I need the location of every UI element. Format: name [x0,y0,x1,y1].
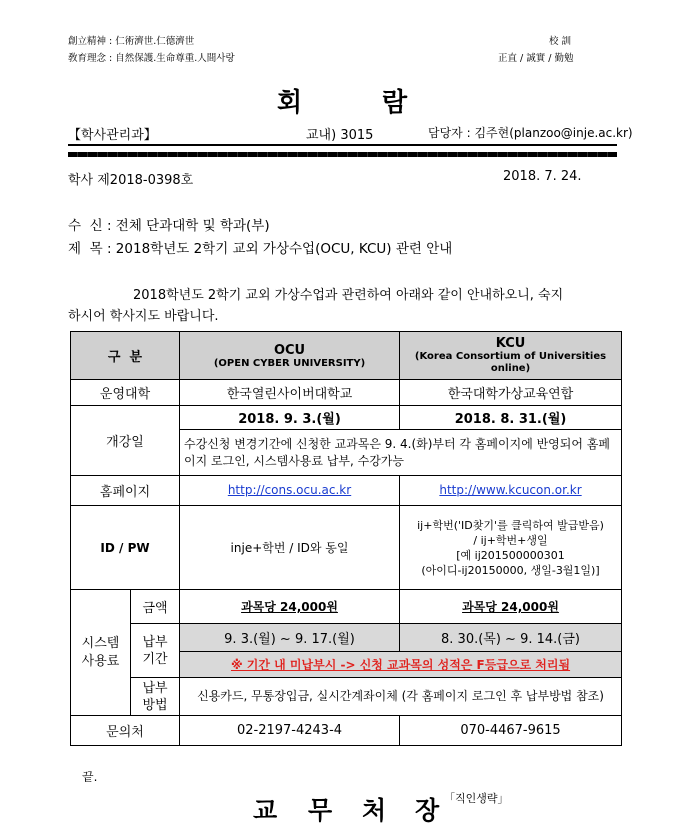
ocu-contact: 02-2197-4243-4 [180,716,400,746]
document-date: 2018. 7. 24. [503,169,582,184]
signer-char-4: 장 [415,796,440,825]
title-char-2: 람 [382,88,408,118]
ocu-name: OCU [273,342,306,358]
kcu-start-date: 2018. 8. 31.(월) [400,406,622,430]
founding-spirit: 創立精神 : 仁術濟世.仁德濟世 [68,36,195,47]
ocu-start-date: 2018. 9. 3.(월) [180,406,400,430]
kcu-name: KCU [495,336,526,351]
motto: 正直 / 誠實 / 勤勉 [498,53,574,64]
payment-method: 신용카드, 무통장입금, 실시간계좌이체 (각 홈페이지 로그인 후 납부방법 참조) [180,678,622,716]
kcu-idpw-line-1: ij+학번('ID찾기'를 클릭하여 발급받음) [417,518,604,532]
kcu-operator: 한국대학가상교육연합 [400,380,622,406]
info-table [70,331,622,746]
ocu-full-name: (OPEN CYBER UNIVERSITY) [213,357,366,369]
header-ocu [180,332,400,380]
education-philosophy: 敎育理念 : 自然保護.生命尊重.人間사랑 [68,53,235,64]
divider-thick [68,152,617,157]
kcu-period: 8. 30.(목) ~ 9. 14.(금) [400,624,622,652]
document-number: 학사 제2018-0398호 [68,173,194,188]
signer-char-3: 처 [362,796,387,825]
recipient: 수 신 : 전체 단과대학 및 학과(부) [68,218,270,234]
table-row-homepage [71,476,622,506]
kcu-full-name: (Korea Consortium of Universities online) [414,351,607,374]
body-line-1: 2018학년도 2학기 교외 가상수업과 관련하여 아래와 같이 안내하오니, 숙지 [133,288,564,303]
label-start: 개강일 [71,406,180,476]
table-row-fee-period [71,624,622,652]
kcu-idpw-line-3: [예 ij201500000301 [456,548,565,562]
ocu-homepage-link[interactable]: http://cons.ocu.ac.kr [227,483,352,497]
ocu-operator: 한국열린사이버대학교 [180,380,400,406]
ocu-amount: 과목당 24,000원 [180,590,400,624]
label-amount: 금액 [131,590,180,624]
signer-char-2: 무 [308,796,333,825]
label-contact: 문의처 [71,716,180,746]
divider-thin [68,144,617,146]
header-kcu [400,332,622,380]
ocu-homepage-cell [180,476,400,506]
contact-person: 담당자 : 김주현(planzoo@inje.ac.kr) [428,126,633,140]
kcu-amount: 과목당 24,000원 [400,590,622,624]
phone: 교내) 3015 [306,128,374,143]
table-row-idpw [71,506,622,590]
label-idpw: ID / PW [71,506,180,590]
motto-label: 校 訓 [549,36,572,47]
table-row-operator [71,380,622,406]
label-method: 납부 방법 [131,678,180,716]
signer-char-1: 교 [253,796,278,825]
ocu-period: 9. 3.(월) ~ 9. 17.(월) [180,624,400,652]
kcu-homepage-link[interactable]: http://www.kcucon.or.kr [439,483,582,497]
table-row-fee-amount [71,590,622,624]
table-header-row [71,332,622,380]
label-period: 납부 기간 [131,624,180,678]
kcu-contact: 070-4467-9615 [400,716,622,746]
kcu-idpw-line-4: (아이디-ij20150000, 생일-3월1일)] [421,563,600,577]
label-operator: 운영대학 [71,380,180,406]
label-system-fee: 시스템 사용료 [71,590,131,716]
table-row-start [71,406,622,430]
table-row-contact [71,716,622,746]
kcu-idpw [400,506,622,590]
department: 【학사관리과】 [68,128,157,143]
start-note: 수강신청 변경기간에 신청한 교과목은 9. 4.(화)부터 각 홈페이지에 반영되어 홈페이지 로그인, 시스템사용료 납부, 수강가능 [180,430,622,476]
label-homepage: 홈페이지 [71,476,180,506]
kcu-homepage-cell [400,476,622,506]
title-char-1: 회 [277,88,303,118]
table-row-method [71,678,622,716]
header-category: 구 분 [71,332,180,380]
ocu-idpw: inje+학번 / ID와 동일 [180,506,400,590]
subject: 제 목 : 2018학년도 2학기 교외 가상수업(OCU, KCU) 관련 안내 [68,241,453,257]
late-payment-warning: ※ 기간 내 미납부시 -> 신청 교과목의 성적은 F등급으로 처리됨 [180,652,622,678]
end-mark: 끝. [82,770,98,784]
kcu-idpw-line-2: / ij+학번+생일 [473,533,548,547]
body-line-2: 하시어 학사지도 바랍니다. [68,309,219,324]
seal-omitted-note: 「직인생략」 [444,792,509,805]
